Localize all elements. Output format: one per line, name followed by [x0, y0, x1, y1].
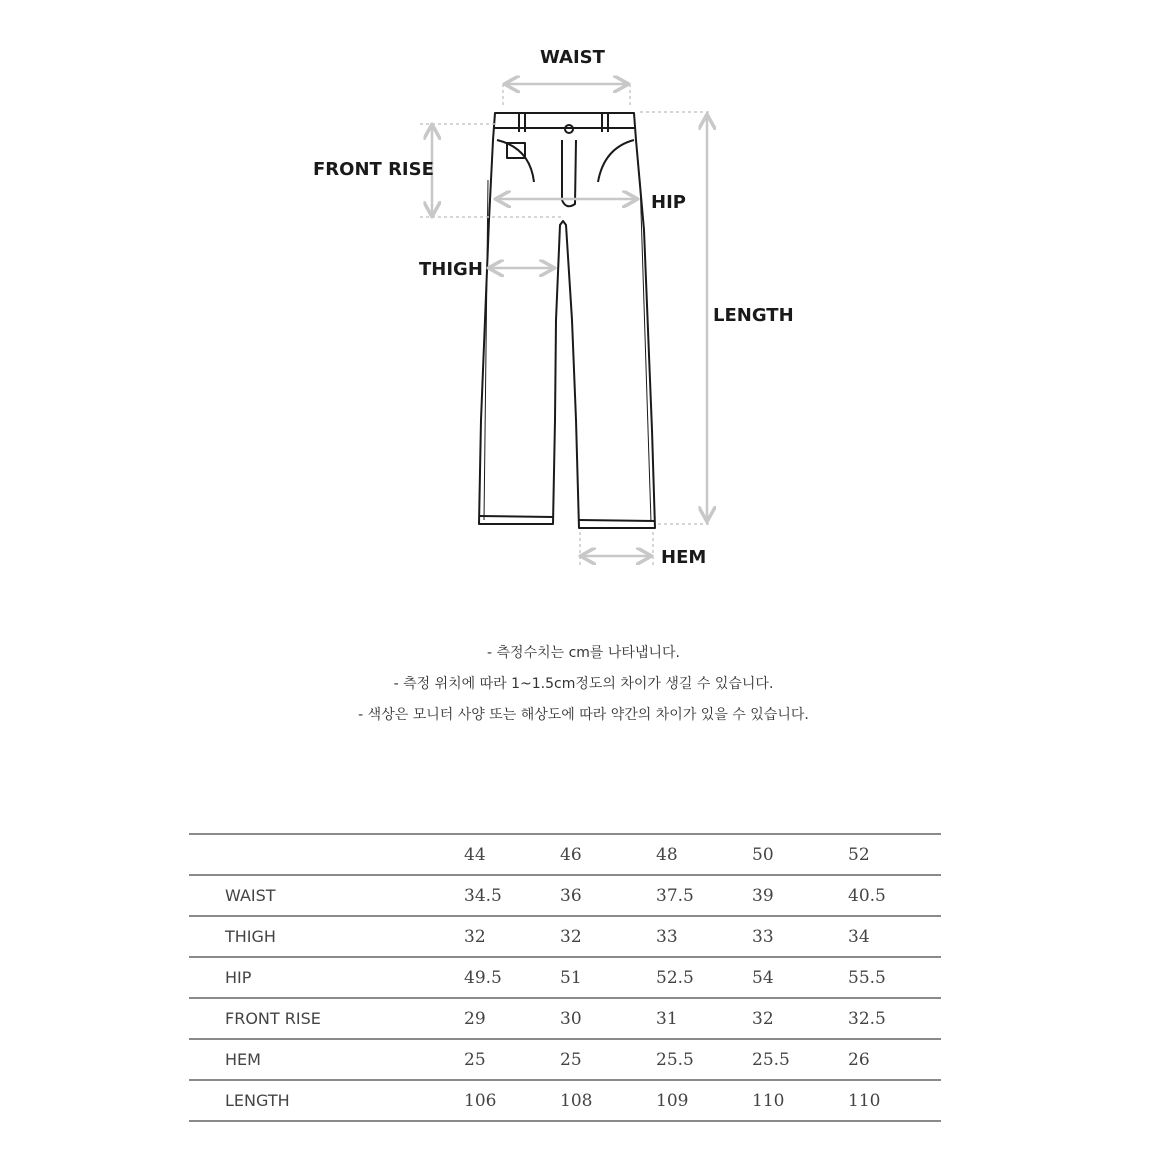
- table-cell: 39: [752, 875, 848, 916]
- note-line: - 측정 위치에 따라 1~1.5cm정도의 차이가 생길 수 있습니다.: [393, 676, 774, 692]
- size-header-row: [189, 834, 941, 875]
- header-cell: 44: [464, 834, 560, 875]
- measurement-notes: [0, 638, 1167, 731]
- header-cell: 52: [848, 834, 941, 875]
- table-cell: 32: [752, 998, 848, 1039]
- table-cell: 32: [560, 916, 656, 957]
- row-label: LENGTH: [189, 1080, 464, 1121]
- label-hip: HIP: [651, 192, 686, 213]
- table-cell: 51: [560, 957, 656, 998]
- table-cell: 52.5: [656, 957, 752, 998]
- label-thigh: THIGH: [419, 259, 483, 280]
- table-cell: 25.5: [656, 1039, 752, 1080]
- size-table: [189, 833, 941, 1122]
- table-cell: 36: [560, 875, 656, 916]
- table-row: [189, 1080, 941, 1121]
- pants-outline: [479, 113, 655, 528]
- table-cell: 29: [464, 998, 560, 1039]
- table-row: [189, 1039, 941, 1080]
- row-label: WAIST: [189, 875, 464, 916]
- table-cell: 37.5: [656, 875, 752, 916]
- table-cell: 106: [464, 1080, 560, 1121]
- header-cell: 46: [560, 834, 656, 875]
- header-cell: 50: [752, 834, 848, 875]
- table-cell: 109: [656, 1080, 752, 1121]
- table-cell: 110: [752, 1080, 848, 1121]
- table-cell: 32: [464, 916, 560, 957]
- table-cell: 110: [848, 1080, 941, 1121]
- row-label: HEM: [189, 1039, 464, 1080]
- table-cell: 108: [560, 1080, 656, 1121]
- table-cell: 55.5: [848, 957, 941, 998]
- table-row: [189, 998, 941, 1039]
- table-cell: 54: [752, 957, 848, 998]
- table-row: [189, 875, 941, 916]
- header-cell: 48: [656, 834, 752, 875]
- table-cell: 32.5: [848, 998, 941, 1039]
- table-cell: 25: [464, 1039, 560, 1080]
- row-label: THIGH: [189, 916, 464, 957]
- table-cell: 34.5: [464, 875, 560, 916]
- table-cell: 33: [656, 916, 752, 957]
- label-hem: HEM: [661, 547, 707, 568]
- table-cell: 40.5: [848, 875, 941, 916]
- row-label: HIP: [189, 957, 464, 998]
- label-length: LENGTH: [713, 305, 794, 326]
- note-line: - 색상은 모니터 사양 또는 해상도에 따라 약간의 차이가 있을 수 있습니다.: [358, 707, 809, 723]
- table-row: [189, 916, 941, 957]
- label-waist: WAIST: [540, 47, 605, 68]
- table-cell: 49.5: [464, 957, 560, 998]
- table-cell: 25.5: [752, 1039, 848, 1080]
- table-cell: 33: [752, 916, 848, 957]
- table-cell: 26: [848, 1039, 941, 1080]
- header-cell: [189, 834, 464, 875]
- table-cell: 25: [560, 1039, 656, 1080]
- table-cell: 34: [848, 916, 941, 957]
- table-cell: 31: [656, 998, 752, 1039]
- measurement-lines: [420, 84, 710, 568]
- note-line: - 측정수치는 cm를 나타냅니다.: [487, 645, 680, 661]
- label-front-rise: FRONT RISE: [313, 159, 434, 180]
- table-row: [189, 957, 941, 998]
- table-cell: 30: [560, 998, 656, 1039]
- row-label: FRONT RISE: [189, 998, 464, 1039]
